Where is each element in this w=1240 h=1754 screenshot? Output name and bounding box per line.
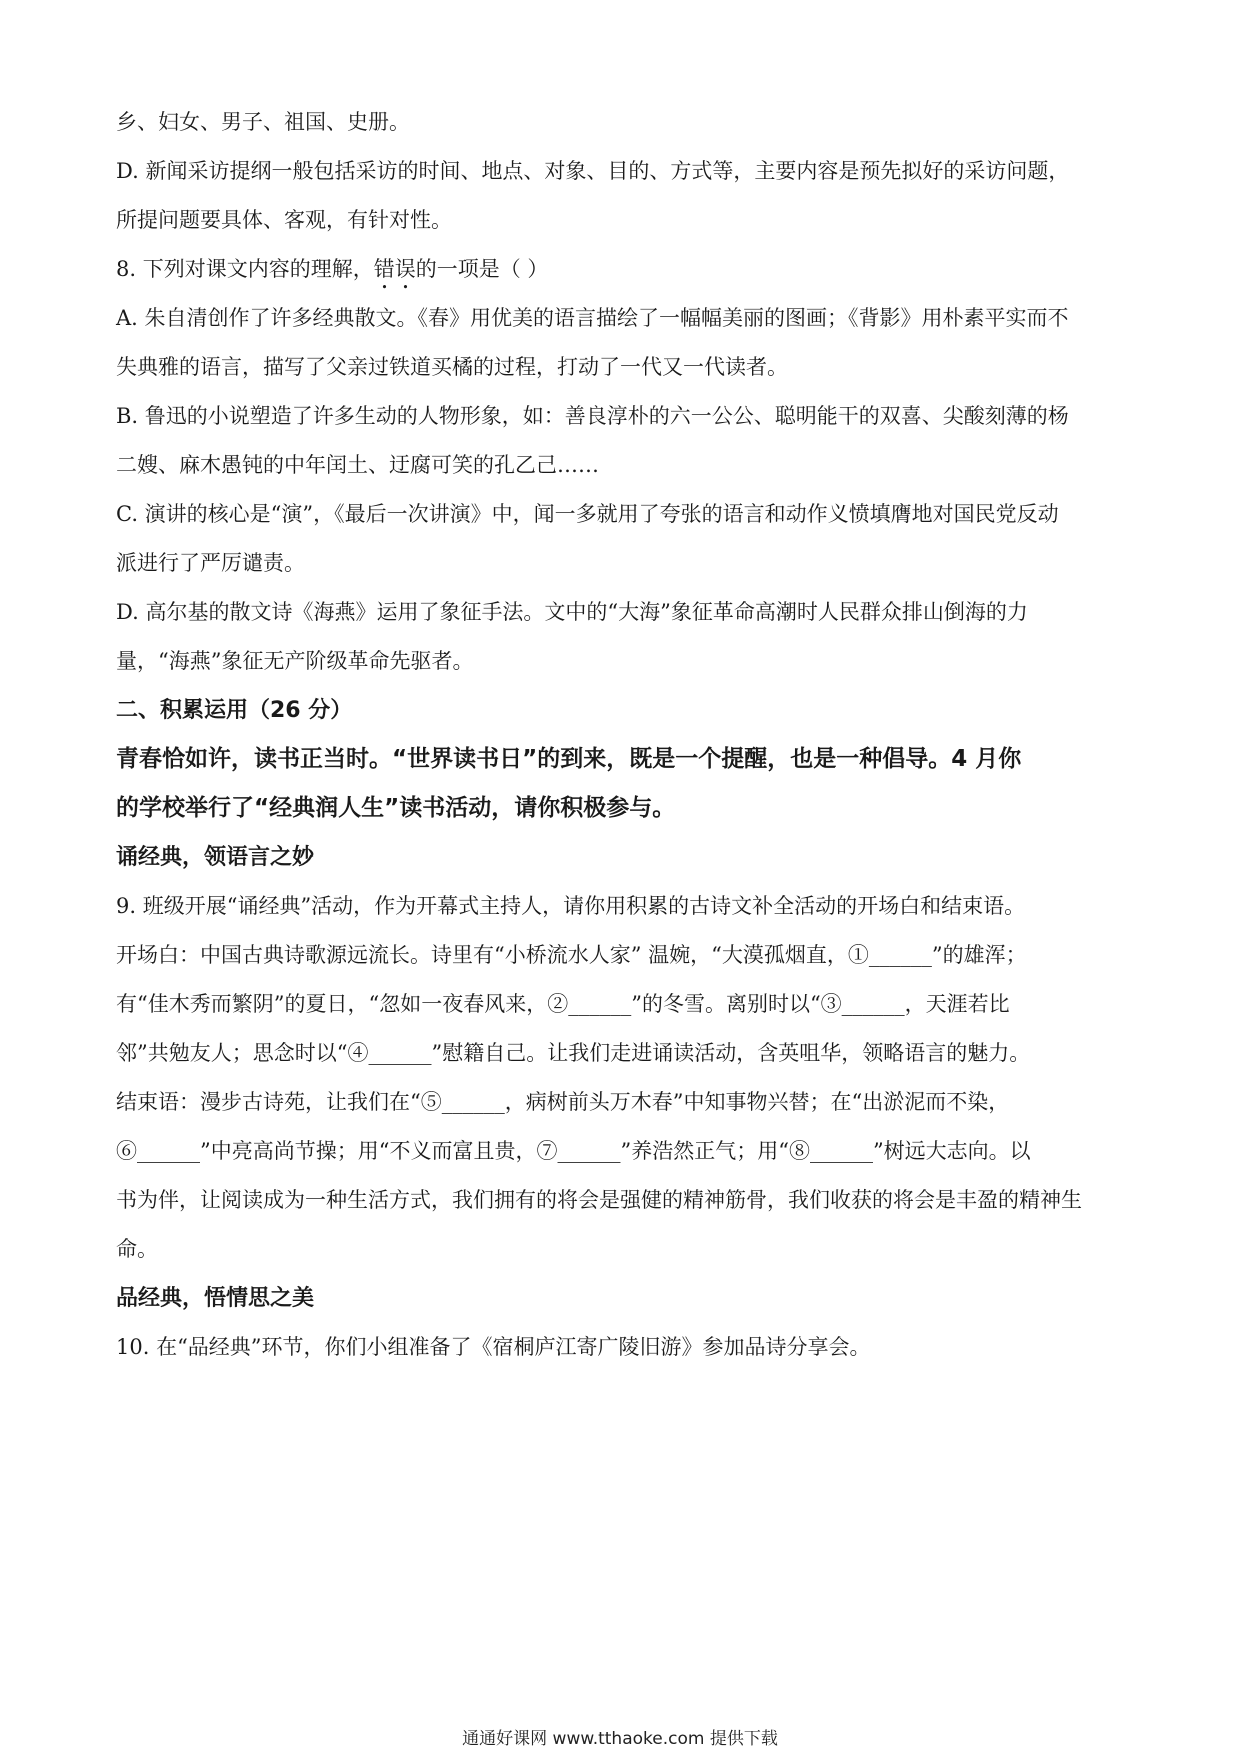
- text-line: 量，“海燕”象征无产阶级革命先驱者。: [116, 649, 474, 673]
- question-8-prefix: 8. 下列对课文内容的理解，: [116, 257, 374, 281]
- option-b-line: B. 鲁迅的小说塑造了许多生动的人物形象，如：善良淳朴的六一公公、聪明能干的双喜、尖酸刻薄的杨: [116, 404, 1069, 428]
- text-line: 派进行了严厉谴责。: [116, 551, 305, 575]
- question-10: 10. 在“品经典”环节，你们小组准备了《宿桐庐江寄广陵旧游》参加品诗分享会。: [116, 1335, 871, 1359]
- question-9: 9. 班级开展“诵经典”活动，作为开幕式主持人，请你用积累的古诗文补全活动的开场白和结束语。: [116, 894, 1026, 918]
- closing-line: 命。: [116, 1237, 158, 1261]
- question-8-emphasis: 错误: [373, 257, 416, 281]
- option-c-line: C. 演讲的核心是“演”，《最后一次讲演》中，闻一多就用了夸张的语言和动作义愤填膺地对国民党反动: [116, 502, 1059, 526]
- text-line: 乡、妇女、男子、祖国、史册。: [116, 110, 410, 134]
- section-heading: 二、积累运用（26 分）: [116, 698, 353, 723]
- subsection-heading: 品经典，悟情思之美: [116, 1286, 315, 1311]
- closing-line: 书为伴，让阅读成为一种生活方式，我们拥有的将会是强健的精神筋骨，我们收获的将会是丰盈的精神生: [116, 1188, 1082, 1212]
- page-content: [116, 98, 1128, 1372]
- question-8: [116, 245, 1128, 294]
- opening-line: 有“佳木秀而繁阴”的夏日，“忽如一夜春风来，②______”的冬雪。离别时以“③______，天涯若比: [116, 992, 1010, 1016]
- option-d-line: D. 新闻采访提纲一般包括采访的时间、地点、对象、目的、方式等，主要内容是预先拟好的采访问题，: [116, 159, 1070, 183]
- page-footer: 通通好课网 www.tthaoke.com 提供下载: [462, 1729, 778, 1749]
- option-a-line: A. 朱自清创作了许多经典散文。《春》用优美的语言描绘了一幅幅美丽的图画；《背影》用朴素平实而不: [116, 306, 1069, 330]
- question-8-suffix: 的一项是（ ）: [415, 257, 549, 281]
- intro-bold-line: 青春恰如许，读书正当时。“世界读书日”的到来，既是一个提醒，也是一种倡导。4 月你: [116, 746, 1022, 772]
- closing-line: 结束语：漫步古诗苑，让我们在“⑤______，病树前头万木春”中知事物兴替；在“出淤泥而不染，: [116, 1090, 1010, 1114]
- text-line: 失典雅的语言，描写了父亲过铁道买橘的过程，打动了一代又一代读者。: [116, 355, 788, 379]
- opening-line: 邻”共勉友人；思念时以“④______”慰籍自己。让我们走进诵读活动，含英咀华，领略语言的魅力。: [116, 1041, 1031, 1065]
- option-d-line: D. 高尔基的散文诗《海燕》运用了象征手法。文中的“大海”象征革命高潮时人民群众排山倒海的力: [116, 600, 1028, 624]
- text-line: 所提问题要具体、客观，有针对性。: [116, 208, 452, 232]
- closing-line: ⑥______”中亮高尚节操；用“不义而富且贵，⑦______”养浩然正气；用“⑧______”树远大志向。以: [116, 1139, 1031, 1163]
- intro-bold-line: 的学校举行了“经典润人生”读书活动，请你积极参与。: [116, 795, 676, 821]
- opening-line: 开场白：中国古典诗歌源远流长。诗里有“小桥流水人家” 温婉，“大漠孤烟直，①______”的雄浑；: [116, 943, 1027, 967]
- subsection-heading: 诵经典，领语言之妙: [116, 845, 315, 870]
- text-line: 二嫂、麻木愚钝的中年闰土、迂腐可笑的孔乙己……: [116, 453, 599, 477]
